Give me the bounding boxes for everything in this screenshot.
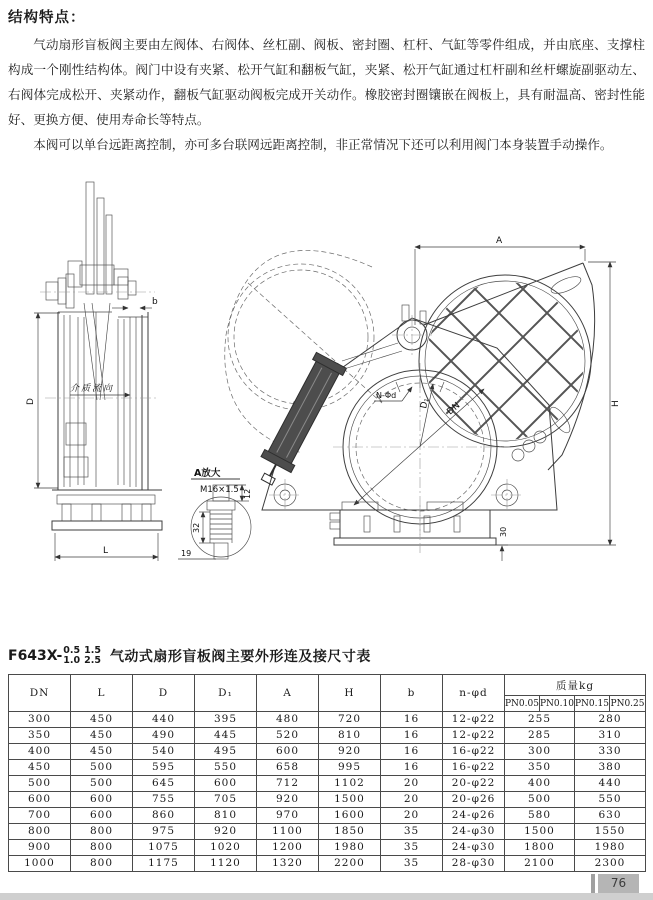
table-cell: 350: [9, 728, 71, 744]
dim-l-label: L: [103, 546, 109, 556]
table-row: [9, 744, 646, 760]
table-cell: 1020: [195, 840, 257, 856]
table-cell: 700: [9, 808, 71, 824]
page-number: 76: [598, 874, 639, 893]
pressure-value: 1.0: [63, 655, 81, 666]
table-cell: 400: [9, 744, 71, 760]
features-section: [8, 6, 645, 158]
table-cell: 20: [381, 776, 443, 792]
col-header-d: D: [133, 675, 195, 712]
col-header-h: H: [319, 675, 381, 712]
col-header-pn010: PN0.10: [540, 696, 575, 712]
table-cell: 1120: [195, 856, 257, 872]
table-cell: 712: [257, 776, 319, 792]
table-row: [9, 760, 646, 776]
dim-h-label: H: [611, 400, 621, 407]
col-header-pn025: PN0.25: [610, 696, 646, 712]
detail-view-title: A放大: [194, 468, 221, 479]
table-cell: 16: [381, 712, 443, 728]
table-cell: 500: [71, 760, 133, 776]
table-cell: 2300: [575, 856, 646, 872]
table-cell: 440: [133, 712, 195, 728]
table-cell: 1500: [319, 792, 381, 808]
fan-blind-plate: [390, 236, 624, 498]
table-cell: 300: [505, 744, 575, 760]
col-header-dn: DN: [9, 675, 71, 712]
dim-19-label: 19: [181, 549, 192, 558]
table-cell: 600: [195, 776, 257, 792]
flow-direction-label: 介质流向: [70, 384, 115, 394]
table-cell: 975: [133, 824, 195, 840]
table-cell: 1550: [575, 824, 646, 840]
table-cell: 255: [505, 712, 575, 728]
features-paragraph-1: 气动扇形盲板阀主要由左阀体、右阀体、丝杠副、阀板、密封圈、杠杆、气缸等零件组成，并由底座、支撑柱构成一个刚性结构体。阀门中设有夹紧、松开气缸和翻板气缸，夹紧、松开气缸通过杠杆副和丝杆螺旋副驱动左、右阀体完成松开、夹紧动作，翻板气缸驱动阀板完成开关动作。橡胶密封圈镶嵌在阀板上，具有耐温高、密封性能好、更换方便、使用寿命长等特点。: [8, 38, 645, 127]
table-cell: 20-φ22: [443, 776, 505, 792]
col-header-pn005: PN0.05: [505, 696, 540, 712]
detail-view-drawing: [178, 467, 252, 559]
table-cell: 550: [195, 760, 257, 776]
table-cell: 28-φ30: [443, 856, 505, 872]
table-cell: 24-φ30: [443, 824, 505, 840]
thread-spec-label: M16×1.5: [200, 485, 239, 495]
table-cell: 16: [381, 728, 443, 744]
col-header-d1: D₁: [195, 675, 257, 712]
table-cell: 658: [257, 760, 319, 776]
table-cell: 580: [505, 808, 575, 824]
table-cell: 705: [195, 792, 257, 808]
table-cell: 1320: [257, 856, 319, 872]
table-title-text: 气动式扇形盲板阀主要外形连及接尺寸表: [109, 649, 371, 665]
table-cell: 600: [71, 792, 133, 808]
table-cell: 445: [195, 728, 257, 744]
section-heading: 结构特点：: [8, 10, 86, 26]
side-view-drawing: [26, 182, 162, 561]
table-cell: 495: [195, 744, 257, 760]
pressure-value: 1.5: [84, 644, 101, 656]
table-cell: 920: [257, 792, 319, 808]
table-cell: 800: [71, 840, 133, 856]
table-cell: 1980: [575, 840, 646, 856]
table-cell: 540: [133, 744, 195, 760]
dim-d-label: D: [26, 398, 36, 405]
table-title: [8, 640, 645, 672]
table-cell: 1800: [505, 840, 575, 856]
col-header-mass: 质量kg: [505, 675, 646, 696]
dim-12-label: 12: [243, 488, 252, 499]
table-cell: 920: [319, 744, 381, 760]
table-cell: 450: [71, 744, 133, 760]
table-cell: 520: [257, 728, 319, 744]
table-row: [9, 712, 646, 728]
dim-b-label: b: [152, 297, 158, 307]
table-cell: 35: [381, 856, 443, 872]
col-header-a: A: [257, 675, 319, 712]
table-row: [9, 776, 646, 792]
table-cell: 600: [257, 744, 319, 760]
table-cell: 720: [319, 712, 381, 728]
table-cell: 450: [71, 728, 133, 744]
dim-dn-label: DN: [445, 400, 463, 418]
col-header-b: b: [381, 675, 443, 712]
front-base: [330, 502, 496, 553]
table-cell: 16-φ22: [443, 744, 505, 760]
table-cell: 800: [71, 824, 133, 840]
table-cell: 920: [195, 824, 257, 840]
table-cell: 20-φ26: [443, 792, 505, 808]
table-cell: 380: [575, 760, 646, 776]
table-cell: 395: [195, 712, 257, 728]
table-cell: 490: [133, 728, 195, 744]
col-header-pn015: PN0.15: [575, 696, 610, 712]
table-cell: 285: [505, 728, 575, 744]
table-cell: 1980: [319, 840, 381, 856]
table-cell: 16-φ22: [443, 760, 505, 776]
table-cell: 2100: [505, 856, 575, 872]
table-row: [9, 792, 646, 808]
table-cell: 1000: [9, 856, 71, 872]
table-cell: 450: [9, 760, 71, 776]
table-cell: 1075: [133, 840, 195, 856]
dim-d1-label: D₁: [419, 397, 432, 410]
table-cell: 970: [257, 808, 319, 824]
table-cell: 20: [381, 808, 443, 824]
table-cell: 500: [71, 776, 133, 792]
table-cell: 330: [575, 744, 646, 760]
table-cell: 800: [71, 856, 133, 872]
table-cell: 800: [9, 824, 71, 840]
table-cell: 995: [319, 760, 381, 776]
table-cell: 350: [505, 760, 575, 776]
table-cell: 600: [9, 792, 71, 808]
table-cell: 630: [575, 808, 646, 824]
header-row-1: [9, 675, 646, 696]
dimension-table: [8, 674, 646, 872]
pressure-value: 2.5: [84, 655, 101, 666]
table-cell: 755: [133, 792, 195, 808]
table-cell: 450: [71, 712, 133, 728]
col-header-nphid: n-φd: [443, 675, 505, 712]
table-cell: 16: [381, 760, 443, 776]
table-cell: 310: [575, 728, 646, 744]
table-cell: 810: [195, 808, 257, 824]
table-cell: 20: [381, 792, 443, 808]
table-row: [9, 840, 646, 856]
table-cell: 600: [71, 808, 133, 824]
table-cell: 900: [9, 840, 71, 856]
dim-a-label: A: [496, 236, 503, 246]
table-cell: 1175: [133, 856, 195, 872]
table-cell: 1102: [319, 776, 381, 792]
pressure-value: 0.5: [63, 644, 81, 656]
dim-32-label: 32: [192, 522, 201, 533]
table-cell: 645: [133, 776, 195, 792]
technical-drawing: [0, 165, 653, 610]
table-cell: 1600: [319, 808, 381, 824]
front-view-drawing: [225, 236, 624, 561]
table-cell: 12-φ22: [443, 712, 505, 728]
table-cell: 35: [381, 840, 443, 856]
valve-drawing-svg: [0, 165, 653, 610]
table-cell: 300: [9, 712, 71, 728]
dim-30-label: 30: [499, 526, 508, 537]
table-cell: 1850: [319, 824, 381, 840]
table-cell: 860: [133, 808, 195, 824]
table-row: [9, 728, 646, 744]
page-number-accent-bar: [591, 874, 595, 893]
bolt-holes-label: N-Φd: [376, 391, 397, 400]
table-cell: 400: [505, 776, 575, 792]
model-code: F643X-: [8, 648, 63, 664]
table-row: [9, 808, 646, 824]
table-cell: 24-φ30: [443, 840, 505, 856]
table-cell: 440: [575, 776, 646, 792]
table-cell: 12-φ22: [443, 728, 505, 744]
table-cell: 1100: [257, 824, 319, 840]
features-paragraph-2: 本阀可以单台远距离控制，亦可多台联网远距离控制，非正常情况下还可以利用阀门本身装置手动操作。: [33, 138, 613, 152]
pressure-fraction-1: [63, 646, 80, 667]
table-cell: 280: [575, 712, 646, 728]
table-cell: 500: [9, 776, 71, 792]
table-row: [9, 824, 646, 840]
table-cell: 16: [381, 744, 443, 760]
table-cell: 1200: [257, 840, 319, 856]
col-header-l: L: [71, 675, 133, 712]
table-row: [9, 856, 646, 872]
table-cell: 550: [575, 792, 646, 808]
table-cell: 480: [257, 712, 319, 728]
pressure-fraction-2: [84, 646, 101, 667]
table-cell: 35: [381, 824, 443, 840]
table-cell: 810: [319, 728, 381, 744]
table-cell: 1500: [505, 824, 575, 840]
table-cell: 500: [505, 792, 575, 808]
table-cell: 24-φ26: [443, 808, 505, 824]
table-cell: 2200: [319, 856, 381, 872]
dimension-table-body: [9, 712, 646, 872]
pneumatic-cylinder: [252, 352, 347, 490]
footer-bar: [0, 893, 653, 900]
table-cell: 595: [133, 760, 195, 776]
